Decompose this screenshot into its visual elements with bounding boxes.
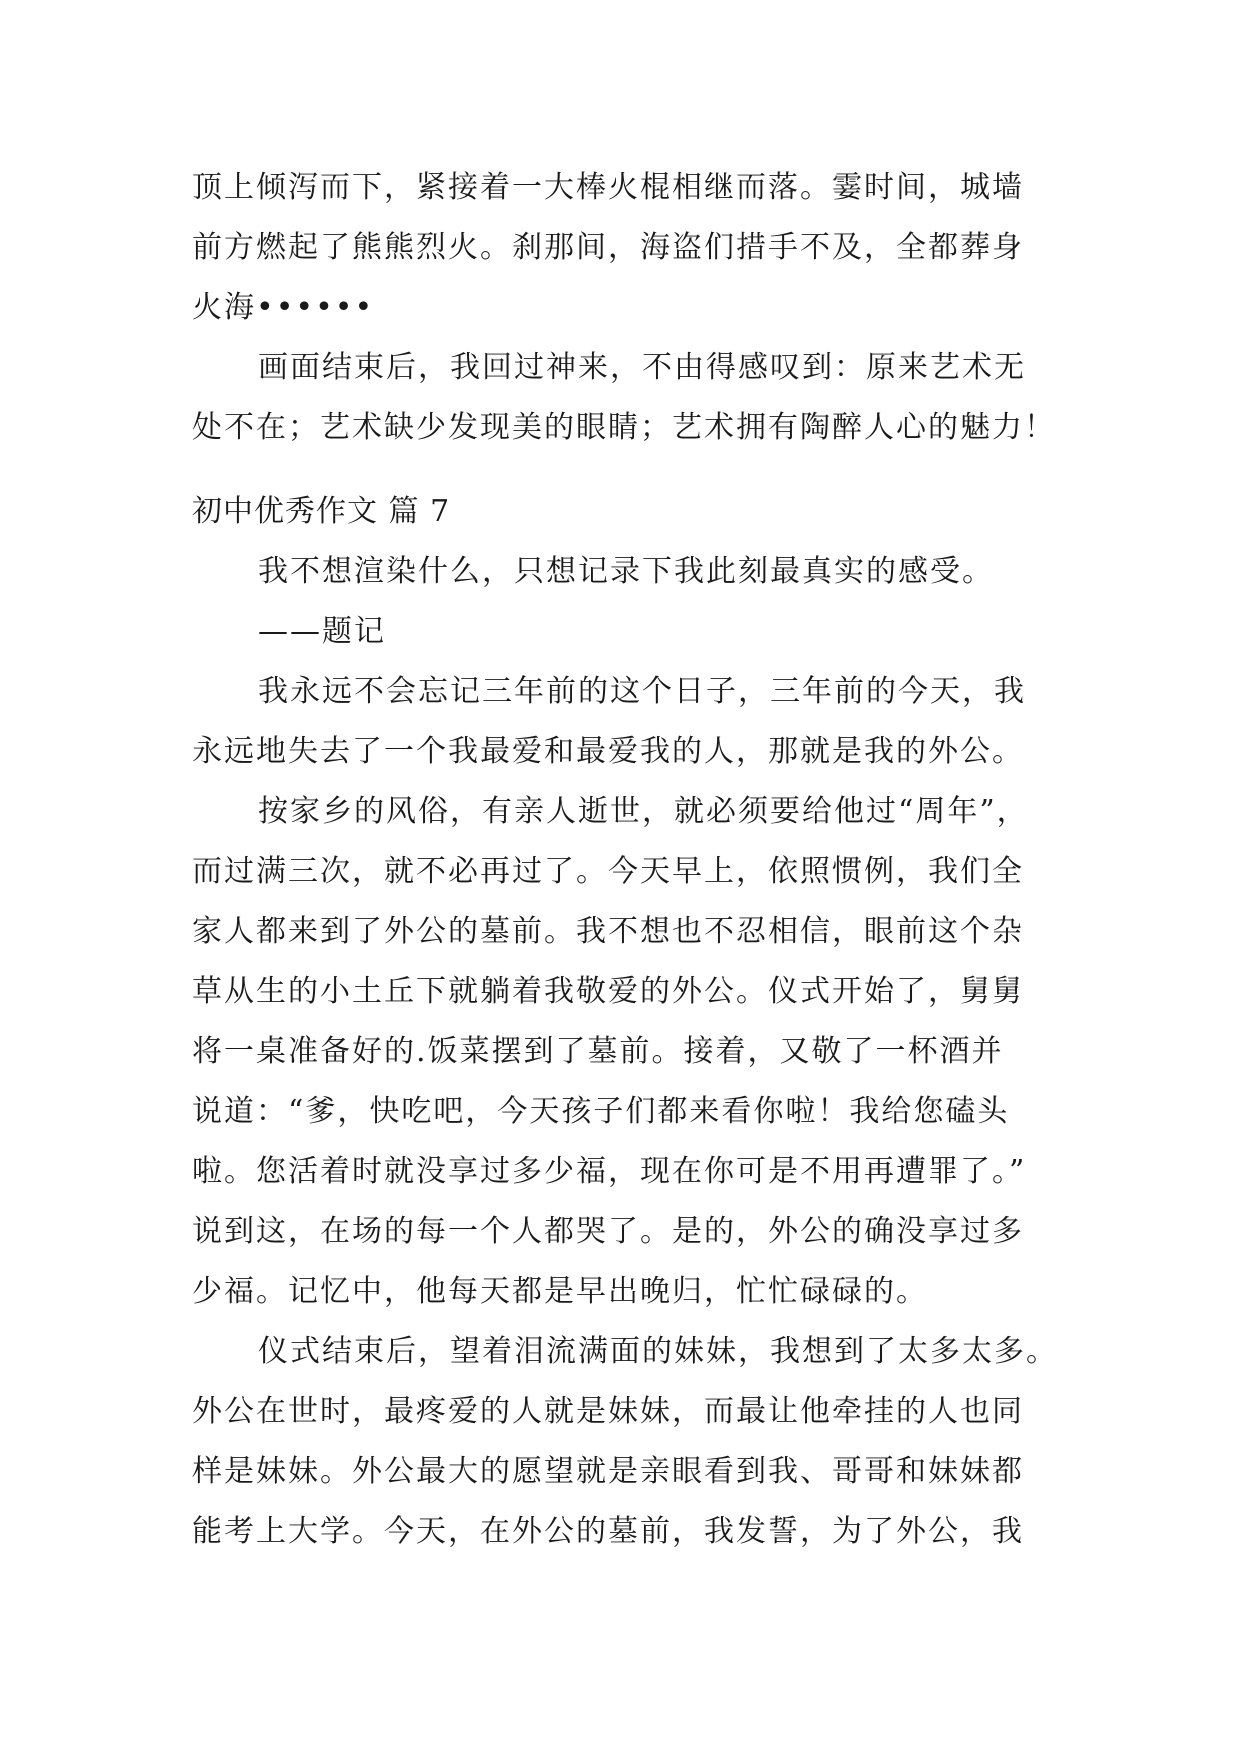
text-line: 仪式结束后，望着泪流满面的妹妹，我想到了太多太多。 <box>258 1334 1058 1369</box>
paragraph-3 <box>192 1322 1058 1562</box>
text-line: 我永远不会忘记三年前的这个日子，三年前的今天，我 <box>258 674 1026 709</box>
paragraph-prev-1 <box>192 158 1054 338</box>
paragraph-prev-2 <box>192 338 1054 458</box>
text-line: 按家乡的风俗，有亲人逝世，就必须要给他过“周年”， <box>258 794 1029 829</box>
document-body <box>192 158 1058 1562</box>
text-line: 画面结束后，我回过神来，不由得感叹到：原来艺术无 <box>258 350 1026 385</box>
text-line: 能考上大学。今天，在外公的墓前，我发誓，为了外公，我 <box>192 1514 1024 1549</box>
text-line: 外公在世时，最疼爱的人就是妹妹，而最让他牵挂的人也同 <box>192 1394 1024 1429</box>
paragraph-epigraph-attribution <box>192 602 1054 662</box>
text-line: 将一桌准备好的.饭菜摆到了墓前。接着，又敬了一杯酒并 <box>192 1034 1004 1069</box>
text-line: 处不在；艺术缺少发现美的眼睛；艺术拥有陶醉人心的魅力！ <box>192 410 1056 445</box>
article-title: 初中优秀作文 篇 7 <box>192 494 451 529</box>
text-line: 少福。记忆中，他每天都是早出晚归，忙忙碌碌的。 <box>192 1274 928 1309</box>
text-line: ——题记 <box>258 614 386 649</box>
paragraph-epigraph <box>192 542 1054 602</box>
text-line: 家人都来到了外公的墓前。我不想也不忍相信，眼前这个杂 <box>192 914 1024 949</box>
text-line: 火海•••••• <box>192 290 375 325</box>
text-line: 前方燃起了熊熊烈火。刹那间，海盗们措手不及，全都葬身 <box>192 230 1024 265</box>
text-line: 永远地失去了一个我最爱和最爱我的人，那就是我的外公。 <box>192 734 1024 769</box>
paragraph-2 <box>192 782 1054 1322</box>
text-line: 啦。您活着时就没享过多少福，现在你可是不用再遭罪了。” <box>192 1154 1027 1189</box>
text-line: 而过满三次，就不必再过了。今天早上，依照惯例，我们全 <box>192 854 1024 889</box>
text-line: 我不想渲染什么，只想记录下我此刻最真实的感受。 <box>258 554 994 589</box>
text-line: 样是妹妹。外公最大的愿望就是亲眼看到我、哥哥和妹妹都 <box>192 1454 1024 1489</box>
text-line: 草从生的小土丘下就躺着我敬爱的外公。仪式开始了，舅舅 <box>192 974 1024 1009</box>
text-line: 顶上倾泻而下，紧接着一大棒火棍相继而落。霎时间，城墙 <box>192 170 1024 205</box>
text-line: 说道：“爹，快吃吧，今天孩子们都来看你啦！我给您磕头 <box>192 1094 1010 1129</box>
paragraph-1 <box>192 662 1054 782</box>
text-line: 说到这，在场的每一个人都哭了。是的，外公的确没享过多 <box>192 1214 1024 1249</box>
